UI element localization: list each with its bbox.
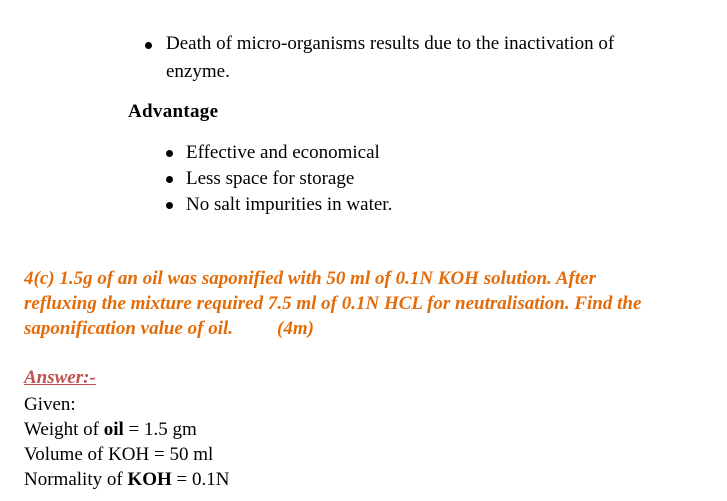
- advantage-item-text: No salt impurities in water.: [186, 194, 393, 215]
- bullet-icon: [166, 176, 173, 183]
- normality-row: [24, 467, 229, 492]
- weight-row: [24, 417, 229, 442]
- bullet-icon: [166, 150, 173, 157]
- question-marks: (4m): [277, 318, 314, 339]
- answer-label: Answer:-: [24, 367, 96, 388]
- answer-body: [24, 392, 229, 492]
- given-label: Given:: [24, 394, 76, 415]
- bullet-icon: [166, 202, 173, 209]
- normality-label: Normality of: [24, 469, 128, 490]
- advantage-heading: Advantage: [128, 101, 219, 122]
- question-line-text: saponification value of oil.: [24, 318, 233, 339]
- bullet-text-line: enzyme.: [166, 61, 230, 82]
- volume-row: Volume of KOH = 50 ml: [24, 444, 214, 465]
- weight-value: = 1.5 gm: [123, 419, 197, 440]
- normality-value: = 0.1N: [171, 469, 230, 490]
- normality-key: KOH: [127, 469, 172, 490]
- bullet-text-line: Death of micro-organisms results due to the inactivation of: [166, 33, 615, 54]
- question-line: [24, 316, 724, 341]
- bullet-icon: [145, 42, 152, 49]
- advantage-item-text: Effective and economical: [186, 142, 380, 163]
- question-block: [24, 266, 724, 341]
- weight-key: oil: [103, 419, 124, 440]
- question-line: 4(c) 1.5g of an oil was saponified with 50 ml of 0.1N KOH solution. After: [24, 268, 596, 289]
- weight-label: Weight of: [24, 419, 104, 440]
- question-line: refluxing the mixture required 7.5 ml of 0.1N HCL for neutralisation. Find the: [24, 293, 642, 314]
- advantage-item-text: Less space for storage: [186, 168, 355, 189]
